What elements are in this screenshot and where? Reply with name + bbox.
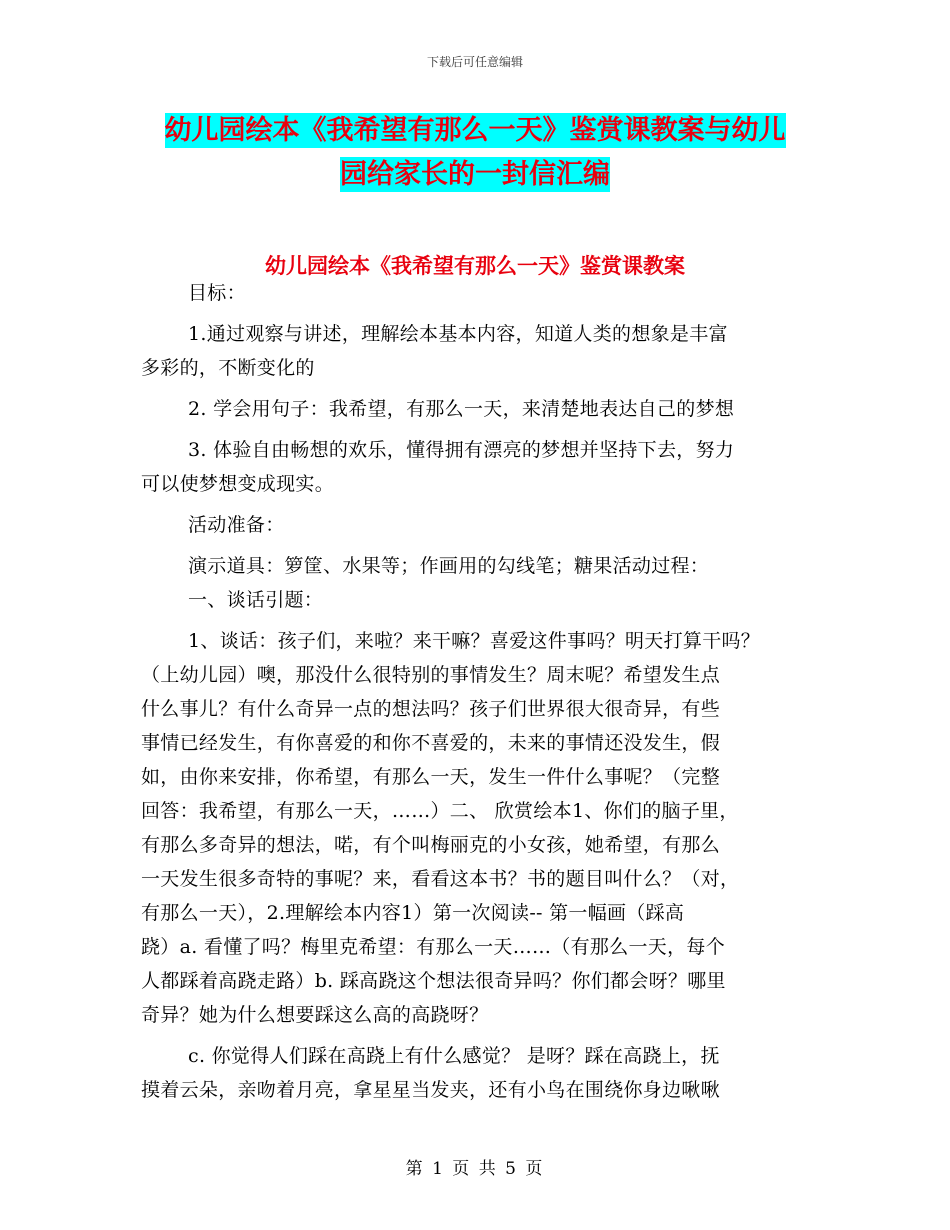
document-title-line-1 [0,114,950,148]
text-line: 有那么多奇异的想法，喏，有个叫梅丽克的小女孩，她希望，有那么 [141,834,721,856]
text-line: 一天发生很多奇特的事呢？来，看看这本书？书的题目叫什么？（对， [141,868,740,890]
text-line: 可以使梦想变成现实。 [141,473,335,495]
text-line: c. 你觉得人们踩在高跷上有什么感觉？ 是呀？踩在高跷上，抚 [188,1045,720,1067]
text-line: 什么事儿？有什么奇异一点的想法吗？孩子们世界很大很奇异，有些 [141,698,721,720]
title-highlight-1: 幼儿园绘本《我希望有那么一天》鉴赏课教案与幼儿 [164,115,786,146]
text-line: 3. 体验自由畅想的欢乐，懂得拥有漂亮的梦想并坚持下去，努力 [188,439,735,461]
text-line: 一、谈话引题： [188,589,324,611]
text-line: 事情已经发生，有你喜爱的和你不喜爱的，未来的事情还没发生，假 [141,732,721,754]
text-line: 1、谈话：孩子们，来啦？来干嘛？喜爱这件事吗？明天打算干吗？ [188,630,761,652]
text-line: 活动准备： [188,514,285,536]
text-line: 多彩的，不断变化的 [141,357,315,379]
body-text [141,276,821,1107]
text-line: 如，由你来安排，你希望，有那么一天，发生一件什么事呢？（完整 [141,766,721,788]
text-line: 跷）a. 看懂了吗？梅里克希望：有那么一天……（有那么一天，每个 [141,936,726,958]
header-note: 下载后可任意编辑 [426,55,523,69]
text-line: 人都踩着高跷走路）b. 踩高跷这个想法很奇异吗？你们都会呀？哪里 [141,970,726,992]
document-title-line-2 [0,158,950,192]
text-line: （上幼儿园）噢，那没什么很特别的事情发生？周末呢？希望发生点 [141,664,721,686]
text-line: 1.通过观察与讲述，理解绘本基本内容，知道人类的想象是丰富 [188,323,728,345]
title-highlight-2: 园给家长的一封信汇编 [340,159,610,190]
page-footer: 第 1 页 共 5 页 [405,1159,545,1179]
text-line: 目标： [188,282,246,304]
text-line: 摸着云朵，亲吻着月亮，拿星星当发夹，还有小鸟在围绕你身边啾啾 [141,1079,721,1101]
text-line: 回答：我希望，有那么一天，……）二、 欣赏绘本1、你们的脑子里， [141,800,739,822]
text-line: 2. 学会用句子：我希望，有那么一天，来清楚地表达自己的梦想 [188,398,735,420]
text-line: 演示道具：箩筐、水果等；作画用的勾线笔；糖果活动过程： [188,555,710,577]
text-line: 有那么一天），2.理解绘本内容1）第一次阅读-- 第一幅画（踩高 [141,902,685,924]
section-title: 幼儿园绘本《我希望有那么一天》鉴赏课教案 [265,253,685,278]
text-line: 奇异？她为什么想要踩这么高的高跷呀？ [141,1004,489,1026]
